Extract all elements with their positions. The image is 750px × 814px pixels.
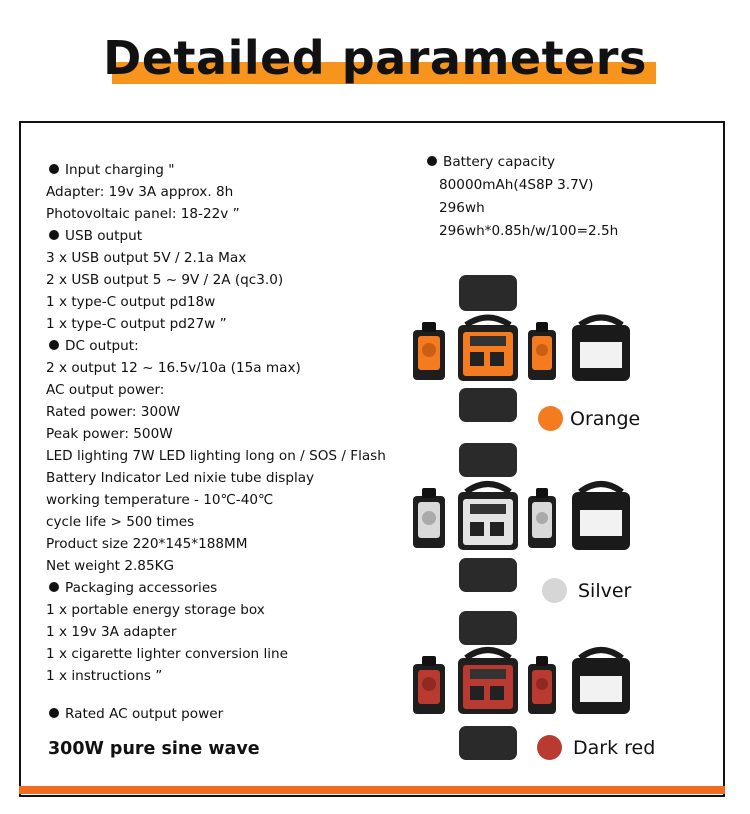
- spec-section-heading: USB output: [46, 225, 416, 247]
- spec-line: Product size 220*145*188MM: [46, 536, 248, 552]
- color-swatch-orange: [538, 406, 563, 431]
- spec-line: Rated power: 300W: [46, 404, 181, 420]
- spec-section-heading: DC output:: [46, 335, 416, 357]
- rated-output-heading: Rated AC output power: [46, 703, 223, 725]
- spec-section-heading: Input charging ": [46, 159, 416, 181]
- product-top-view: [459, 611, 517, 645]
- spec-line: 1 x 19v 3A adapter: [46, 624, 177, 640]
- spec-line: Adapter: 19v 3A approx. 8h: [46, 184, 234, 200]
- battery-capacity-line: 296wh*0.85h/w/100=2.5h: [439, 223, 619, 239]
- battery-capacity-heading: Battery capacity: [424, 151, 724, 174]
- spec-line: 2 x USB output 5 ~ 9V / 2A (qc3.0): [46, 272, 284, 288]
- color-swatch-dark-red: [537, 735, 562, 760]
- spec-line: Battery Indicator Led nixie tube display: [46, 470, 315, 486]
- product-group-orange: [413, 275, 630, 422]
- spec-line: Photovoltaic panel: 18-22v ”: [46, 206, 240, 222]
- product-group-silver: [413, 443, 630, 592]
- spec-line: 1 x cigarette lighter conversion line: [46, 646, 288, 662]
- spec-line: AC output power:: [46, 382, 165, 398]
- color-label-orange: Orange: [570, 408, 641, 430]
- rated-output-value: 300W pure sine wave: [48, 739, 260, 759]
- spec-line: working temperature - 10℃-40℃: [46, 492, 274, 508]
- spec-section-heading: Packaging accessories: [46, 577, 416, 599]
- page-title: Detailed parameters: [103, 31, 647, 85]
- spec-line: 3 x USB output 5V / 2.1a Max: [46, 250, 247, 266]
- spec-line: cycle life > 500 times: [46, 514, 195, 530]
- color-label-dark-red: Dark red: [573, 737, 656, 759]
- bottom-accent-bar: [19, 786, 725, 794]
- product-images: [400, 270, 640, 770]
- spec-line: 1 x portable energy storage box: [46, 602, 265, 618]
- product-top-view: [459, 443, 517, 477]
- battery-capacity-line: 296wh: [439, 200, 485, 216]
- spec-line: Peak power: 500W: [46, 426, 173, 442]
- color-label-silver: Silver: [578, 580, 632, 602]
- title-banner: [0, 24, 750, 94]
- spec-line: 1 x type-C output pd27w ”: [46, 316, 227, 332]
- spec-line: 1 x instructions ”: [46, 668, 163, 684]
- color-swatch-silver: [542, 578, 567, 603]
- spec-line: 2 x output 12 ~ 16.5v/10a (15a max): [46, 360, 301, 376]
- spec-line: LED lighting 7W LED lighting long on / SOS / Flash: [46, 448, 386, 464]
- product-bottom-view: [459, 558, 517, 592]
- spec-list: [46, 159, 416, 687]
- spec-line: Net weight 2.85KG: [46, 558, 175, 574]
- battery-capacity-line: 80000mAh(4S8P 3.7V): [439, 177, 594, 193]
- product-bottom-view: [459, 726, 517, 760]
- battery-capacity-section: [424, 151, 724, 243]
- spec-line: 1 x type-C output pd18w: [46, 294, 216, 310]
- product-top-view: [459, 275, 517, 311]
- product-bottom-view: [459, 388, 517, 422]
